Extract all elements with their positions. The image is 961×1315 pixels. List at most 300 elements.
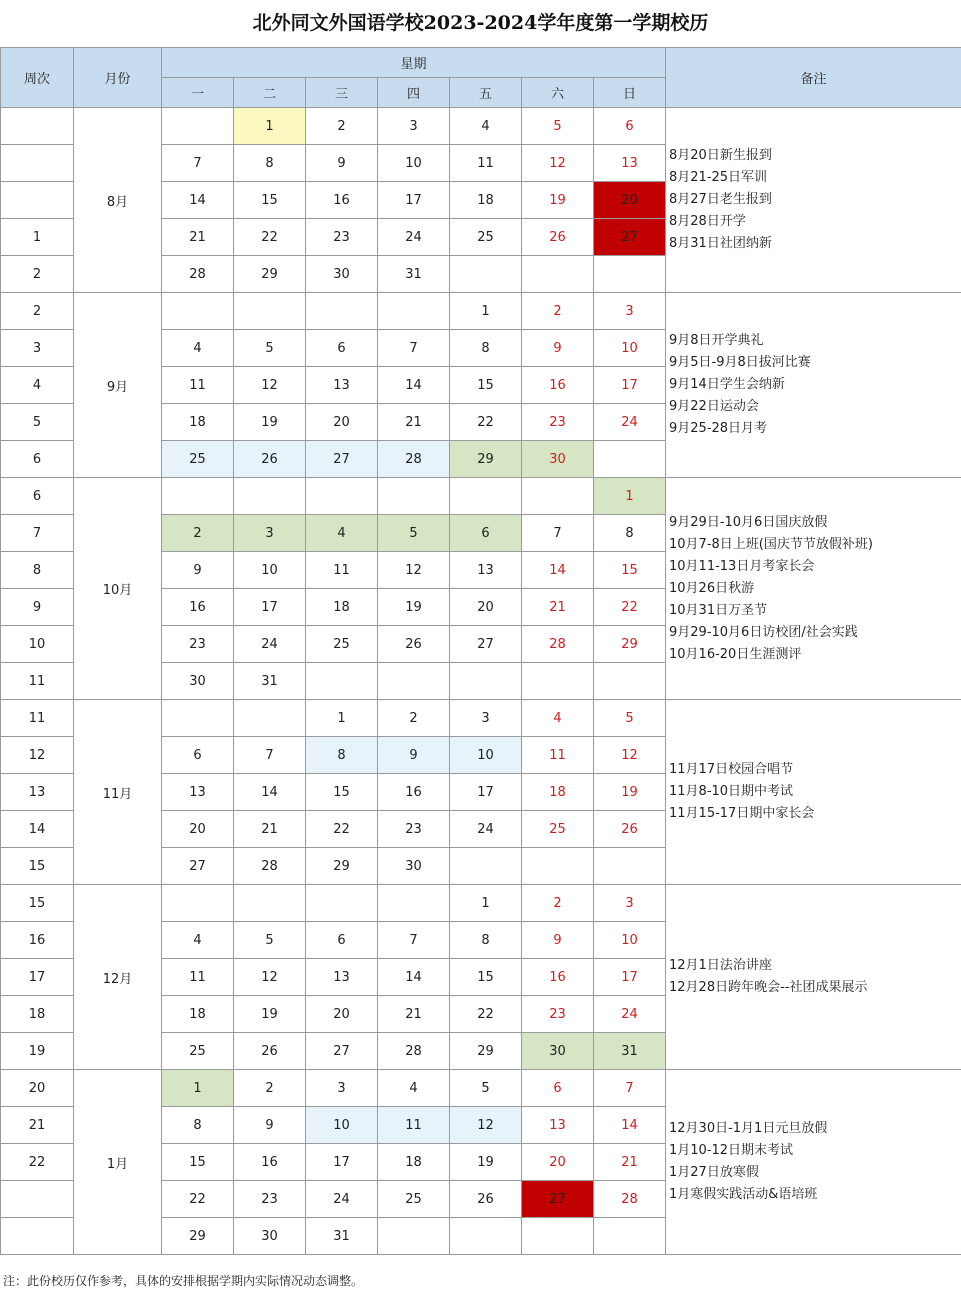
day-cell xyxy=(594,1218,666,1255)
day-cell: 28 xyxy=(234,848,306,885)
week-number-cell: 18 xyxy=(1,996,74,1033)
week-number-cell: 2 xyxy=(1,293,74,330)
day-cell: 28 xyxy=(522,626,594,663)
day-cell: 19 xyxy=(234,404,306,441)
note-item: 9月25-28日月考 xyxy=(669,421,768,436)
note-item: 8月21-25日军训 xyxy=(669,170,768,185)
day-cell: 13 xyxy=(594,145,666,182)
week-number-cell: 21 xyxy=(1,1107,74,1144)
day-cell: 3 xyxy=(234,515,306,552)
day-cell: 26 xyxy=(378,626,450,663)
day-cell: 22 xyxy=(594,589,666,626)
day-cell xyxy=(522,256,594,293)
note-item: 10月26日秋游 xyxy=(669,580,755,596)
day-cell: 13 xyxy=(306,367,378,404)
week-number-cell: 9 xyxy=(1,589,74,626)
day-cell: 15 xyxy=(306,774,378,811)
day-cell xyxy=(594,848,666,885)
day-cell: 1 xyxy=(450,293,522,330)
day-cell: 20 xyxy=(594,182,666,219)
month-cell: 12月 xyxy=(74,885,162,1070)
day-cell: 4 xyxy=(522,700,594,737)
day-cell: 6 xyxy=(522,1070,594,1107)
day-cell: 20 xyxy=(162,811,234,848)
day-cell xyxy=(522,663,594,700)
week-number-cell: 7 xyxy=(1,515,74,552)
day-cell: 11 xyxy=(162,367,234,404)
note-item: 1月27日放寒假 xyxy=(669,1165,759,1180)
day-cell: 2 xyxy=(522,885,594,922)
note-item: 9月29日-10月6日国庆放假 xyxy=(669,514,828,530)
day-cell: 25 xyxy=(450,219,522,256)
week-row xyxy=(1,293,961,330)
day-cell xyxy=(306,293,378,330)
day-cell: 11 xyxy=(378,1107,450,1144)
day-cell: 20 xyxy=(306,996,378,1033)
note-item: 1月寒假实践活动&语培班 xyxy=(669,1187,818,1202)
day-cell: 6 xyxy=(450,515,522,552)
day-cell: 23 xyxy=(522,404,594,441)
note-item: 12月1日法治讲座 xyxy=(669,958,772,973)
day-cell: 18 xyxy=(162,404,234,441)
notes-cell xyxy=(666,478,961,700)
day-cell: 9 xyxy=(522,922,594,959)
day-cell: 8 xyxy=(450,922,522,959)
day-cell: 29 xyxy=(594,626,666,663)
day-cell: 31 xyxy=(378,256,450,293)
day-cell: 26 xyxy=(450,1181,522,1218)
note-item: 11月17日校园合唱节 xyxy=(669,762,794,777)
day-cell: 12 xyxy=(450,1107,522,1144)
day-cell: 2 xyxy=(234,1070,306,1107)
day-cell: 8 xyxy=(234,145,306,182)
day-cell: 27 xyxy=(162,848,234,885)
day-cell: 6 xyxy=(594,108,666,145)
day-cell: 29 xyxy=(162,1218,234,1255)
week-number-cell: 6 xyxy=(1,441,74,478)
day-cell: 24 xyxy=(234,626,306,663)
day-cell: 16 xyxy=(234,1144,306,1181)
day-cell: 9 xyxy=(234,1107,306,1144)
day-cell: 15 xyxy=(594,552,666,589)
day-cell: 1 xyxy=(594,478,666,515)
day-cell: 2 xyxy=(522,293,594,330)
day-cell: 24 xyxy=(306,1181,378,1218)
day-cell: 5 xyxy=(450,1070,522,1107)
notes-cell xyxy=(666,108,961,293)
day-cell xyxy=(162,700,234,737)
day-cell: 11 xyxy=(162,959,234,996)
day-cell: 17 xyxy=(594,367,666,404)
day-cell: 5 xyxy=(234,922,306,959)
day-cell: 16 xyxy=(522,367,594,404)
day-cell xyxy=(378,293,450,330)
day-cell xyxy=(594,256,666,293)
day-cell xyxy=(450,478,522,515)
day-cell: 28 xyxy=(378,1033,450,1070)
day-cell: 21 xyxy=(378,404,450,441)
header-month: 月份 xyxy=(74,48,162,108)
day-cell: 17 xyxy=(450,774,522,811)
header-day-sun: 日 xyxy=(594,78,666,108)
day-cell: 5 xyxy=(234,330,306,367)
week-number-cell: 20 xyxy=(1,1070,74,1107)
week-row xyxy=(1,478,961,515)
day-cell: 21 xyxy=(162,219,234,256)
week-number-cell xyxy=(1,145,74,182)
day-cell: 14 xyxy=(378,959,450,996)
day-cell xyxy=(234,885,306,922)
day-cell: 7 xyxy=(594,1070,666,1107)
day-cell: 28 xyxy=(378,441,450,478)
day-cell: 24 xyxy=(378,219,450,256)
day-cell: 24 xyxy=(594,996,666,1033)
day-cell: 29 xyxy=(450,441,522,478)
day-cell: 2 xyxy=(306,108,378,145)
page-title: 北外同文外国语学校2023-2024学年度第一学期校历 xyxy=(252,12,709,34)
notes-cell xyxy=(666,885,961,1070)
day-cell: 18 xyxy=(378,1144,450,1181)
day-cell xyxy=(522,848,594,885)
day-cell: 10 xyxy=(234,552,306,589)
day-cell: 31 xyxy=(234,663,306,700)
week-row xyxy=(1,1070,961,1107)
day-cell: 12 xyxy=(594,737,666,774)
day-cell: 30 xyxy=(306,256,378,293)
day-cell: 11 xyxy=(306,552,378,589)
day-cell: 19 xyxy=(378,589,450,626)
day-cell xyxy=(450,256,522,293)
day-cell: 31 xyxy=(306,1218,378,1255)
day-cell: 16 xyxy=(306,182,378,219)
day-cell: 23 xyxy=(378,811,450,848)
day-cell: 16 xyxy=(378,774,450,811)
day-cell: 14 xyxy=(522,552,594,589)
day-cell xyxy=(234,700,306,737)
week-number-cell: 11 xyxy=(1,663,74,700)
day-cell: 21 xyxy=(594,1144,666,1181)
note-item: 10月31日万圣节 xyxy=(669,602,768,618)
day-cell: 20 xyxy=(306,404,378,441)
day-cell: 2 xyxy=(162,515,234,552)
day-cell: 4 xyxy=(306,515,378,552)
header-week: 周次 xyxy=(1,48,74,108)
day-cell: 26 xyxy=(522,219,594,256)
week-number-cell: 2 xyxy=(1,256,74,293)
week-number-cell xyxy=(1,1218,74,1255)
day-cell: 17 xyxy=(234,589,306,626)
day-cell: 8 xyxy=(594,515,666,552)
day-cell: 18 xyxy=(306,589,378,626)
day-cell: 27 xyxy=(450,626,522,663)
week-number-cell: 19 xyxy=(1,1033,74,1070)
day-cell xyxy=(450,663,522,700)
footnote: 注：此份校历仅作参考，具体的安排根据学期内实际情况动态调整。 xyxy=(3,1274,364,1288)
week-number-cell: 1 xyxy=(1,219,74,256)
week-number-cell: 14 xyxy=(1,811,74,848)
week-number-cell xyxy=(1,108,74,145)
day-cell: 7 xyxy=(162,145,234,182)
header-notes: 备注 xyxy=(666,48,961,108)
week-number-cell xyxy=(1,182,74,219)
day-cell: 21 xyxy=(234,811,306,848)
notes-cell xyxy=(666,1070,961,1255)
day-cell: 10 xyxy=(450,737,522,774)
day-cell: 29 xyxy=(234,256,306,293)
day-cell: 3 xyxy=(450,700,522,737)
month-cell: 11月 xyxy=(74,700,162,885)
day-cell: 9 xyxy=(378,737,450,774)
week-number-cell: 22 xyxy=(1,1144,74,1181)
day-cell: 22 xyxy=(450,996,522,1033)
day-cell: 1 xyxy=(306,700,378,737)
day-cell xyxy=(234,293,306,330)
day-cell: 13 xyxy=(306,959,378,996)
day-cell: 7 xyxy=(378,922,450,959)
day-cell: 12 xyxy=(378,552,450,589)
note-item: 9月8日开学典礼 xyxy=(669,333,764,348)
day-cell: 29 xyxy=(450,1033,522,1070)
day-cell: 25 xyxy=(378,1181,450,1218)
day-cell xyxy=(306,885,378,922)
day-cell: 17 xyxy=(378,182,450,219)
day-cell xyxy=(162,293,234,330)
day-cell: 4 xyxy=(162,922,234,959)
day-cell: 18 xyxy=(450,182,522,219)
day-cell: 27 xyxy=(522,1181,594,1218)
day-cell: 22 xyxy=(162,1181,234,1218)
week-number-cell: 3 xyxy=(1,330,74,367)
day-cell: 30 xyxy=(234,1218,306,1255)
day-cell: 10 xyxy=(306,1107,378,1144)
day-cell xyxy=(522,478,594,515)
note-item: 8月31日社团纳新 xyxy=(669,236,772,251)
note-item: 9月22日运动会 xyxy=(669,399,759,414)
day-cell: 1 xyxy=(450,885,522,922)
day-cell: 14 xyxy=(594,1107,666,1144)
day-cell: 7 xyxy=(522,515,594,552)
day-cell xyxy=(450,848,522,885)
day-cell: 27 xyxy=(306,1033,378,1070)
day-cell: 10 xyxy=(594,922,666,959)
day-cell: 14 xyxy=(378,367,450,404)
day-cell: 12 xyxy=(234,959,306,996)
week-number-cell xyxy=(1,1181,74,1218)
week-row xyxy=(1,108,961,145)
day-cell: 22 xyxy=(450,404,522,441)
day-cell xyxy=(594,663,666,700)
day-cell: 5 xyxy=(594,700,666,737)
day-cell: 3 xyxy=(378,108,450,145)
day-cell: 12 xyxy=(234,367,306,404)
day-cell: 1 xyxy=(234,108,306,145)
day-cell: 8 xyxy=(162,1107,234,1144)
day-cell: 2 xyxy=(378,700,450,737)
day-cell: 28 xyxy=(594,1181,666,1218)
day-cell: 8 xyxy=(306,737,378,774)
notes-cell xyxy=(666,700,961,885)
calendar-table xyxy=(0,47,961,1255)
day-cell: 13 xyxy=(450,552,522,589)
day-cell: 15 xyxy=(450,367,522,404)
day-cell: 21 xyxy=(378,996,450,1033)
day-cell xyxy=(306,663,378,700)
day-cell: 9 xyxy=(162,552,234,589)
week-number-cell: 11 xyxy=(1,700,74,737)
month-cell: 1月 xyxy=(74,1070,162,1255)
day-cell: 31 xyxy=(594,1033,666,1070)
calendar-body xyxy=(1,108,961,1255)
day-cell xyxy=(162,108,234,145)
day-cell: 11 xyxy=(450,145,522,182)
month-cell: 9月 xyxy=(74,293,162,478)
day-cell: 9 xyxy=(522,330,594,367)
day-cell: 23 xyxy=(306,219,378,256)
day-cell xyxy=(378,1218,450,1255)
day-cell: 3 xyxy=(594,293,666,330)
header-weekday-group: 星期 xyxy=(162,48,666,78)
day-cell: 20 xyxy=(522,1144,594,1181)
note-item: 8月28日开学 xyxy=(669,214,746,229)
week-number-cell: 15 xyxy=(1,885,74,922)
day-cell: 5 xyxy=(378,515,450,552)
header-row-1 xyxy=(1,48,961,78)
day-cell: 3 xyxy=(306,1070,378,1107)
day-cell: 6 xyxy=(162,737,234,774)
day-cell: 9 xyxy=(306,145,378,182)
week-row xyxy=(1,885,961,922)
day-cell: 6 xyxy=(306,330,378,367)
day-cell: 17 xyxy=(594,959,666,996)
note-item: 9月5日-9月8日拔河比赛 xyxy=(669,355,811,370)
day-cell: 19 xyxy=(594,774,666,811)
note-item: 10月16-20日生涯测评 xyxy=(669,646,802,662)
note-item: 10月11-13日月考家长会 xyxy=(669,558,815,574)
day-cell xyxy=(306,478,378,515)
day-cell: 6 xyxy=(306,922,378,959)
note-item: 11月8-10日期中考试 xyxy=(669,784,794,799)
day-cell: 10 xyxy=(378,145,450,182)
week-number-cell: 6 xyxy=(1,478,74,515)
day-cell xyxy=(378,663,450,700)
week-number-cell: 16 xyxy=(1,922,74,959)
day-cell: 25 xyxy=(162,441,234,478)
header-day-sat: 六 xyxy=(522,78,594,108)
week-number-cell: 13 xyxy=(1,774,74,811)
week-row xyxy=(1,700,961,737)
month-cell: 10月 xyxy=(74,478,162,700)
day-cell: 19 xyxy=(450,1144,522,1181)
day-cell: 25 xyxy=(162,1033,234,1070)
day-cell: 10 xyxy=(594,330,666,367)
day-cell: 5 xyxy=(522,108,594,145)
day-cell: 4 xyxy=(378,1070,450,1107)
note-item: 12月28日跨年晚会--社团成果展示 xyxy=(669,980,868,995)
header-day-wed: 三 xyxy=(306,78,378,108)
week-number-cell: 17 xyxy=(1,959,74,996)
day-cell: 8 xyxy=(450,330,522,367)
day-cell xyxy=(378,478,450,515)
day-cell: 30 xyxy=(378,848,450,885)
day-cell: 4 xyxy=(162,330,234,367)
day-cell: 15 xyxy=(234,182,306,219)
day-cell: 12 xyxy=(522,145,594,182)
day-cell xyxy=(162,885,234,922)
day-cell: 21 xyxy=(522,589,594,626)
week-number-cell: 8 xyxy=(1,552,74,589)
day-cell: 29 xyxy=(306,848,378,885)
day-cell: 24 xyxy=(594,404,666,441)
note-item: 8月20日新生报到 xyxy=(669,148,772,163)
note-item: 1月10-12日期末考试 xyxy=(669,1143,794,1158)
day-cell: 13 xyxy=(522,1107,594,1144)
note-item: 12月30日-1月1日元旦放假 xyxy=(669,1121,828,1136)
note-item: 8月27日老生报到 xyxy=(669,192,772,207)
day-cell: 16 xyxy=(522,959,594,996)
notes-cell xyxy=(666,293,961,478)
day-cell: 3 xyxy=(594,885,666,922)
day-cell: 24 xyxy=(450,811,522,848)
day-cell: 30 xyxy=(162,663,234,700)
week-number-cell: 10 xyxy=(1,626,74,663)
week-number-cell: 12 xyxy=(1,737,74,774)
day-cell: 23 xyxy=(522,996,594,1033)
day-cell: 26 xyxy=(234,1033,306,1070)
day-cell: 27 xyxy=(306,441,378,478)
header-day-mon: 一 xyxy=(162,78,234,108)
header-day-thu: 四 xyxy=(378,78,450,108)
day-cell: 23 xyxy=(234,1181,306,1218)
day-cell: 30 xyxy=(522,1033,594,1070)
day-cell: 7 xyxy=(378,330,450,367)
header-day-fri: 五 xyxy=(450,78,522,108)
day-cell: 27 xyxy=(594,219,666,256)
header-day-tue: 二 xyxy=(234,78,306,108)
day-cell: 4 xyxy=(450,108,522,145)
day-cell: 15 xyxy=(450,959,522,996)
note-item: 9月14日学生会纳新 xyxy=(669,377,785,392)
note-item: 11月15-17日期中家长会 xyxy=(669,806,815,821)
week-number-cell: 4 xyxy=(1,367,74,404)
day-cell: 23 xyxy=(162,626,234,663)
note-item: 10月7-8日上班(国庆节节放假补班) xyxy=(669,536,873,552)
day-cell: 13 xyxy=(162,774,234,811)
day-cell: 17 xyxy=(306,1144,378,1181)
day-cell: 25 xyxy=(306,626,378,663)
week-number-cell: 5 xyxy=(1,404,74,441)
day-cell xyxy=(522,1218,594,1255)
day-cell xyxy=(594,441,666,478)
day-cell: 1 xyxy=(162,1070,234,1107)
day-cell xyxy=(234,478,306,515)
day-cell: 22 xyxy=(234,219,306,256)
day-cell: 16 xyxy=(162,589,234,626)
day-cell: 22 xyxy=(306,811,378,848)
day-cell: 18 xyxy=(162,996,234,1033)
day-cell xyxy=(162,478,234,515)
day-cell xyxy=(450,1218,522,1255)
day-cell: 26 xyxy=(234,441,306,478)
day-cell: 11 xyxy=(522,737,594,774)
day-cell: 28 xyxy=(162,256,234,293)
day-cell xyxy=(378,885,450,922)
day-cell: 30 xyxy=(522,441,594,478)
note-item: 9月29-10月6日访校团/社会实践 xyxy=(669,624,858,640)
week-number-cell: 15 xyxy=(1,848,74,885)
day-cell: 19 xyxy=(522,182,594,219)
month-cell: 8月 xyxy=(74,108,162,293)
day-cell: 14 xyxy=(162,182,234,219)
